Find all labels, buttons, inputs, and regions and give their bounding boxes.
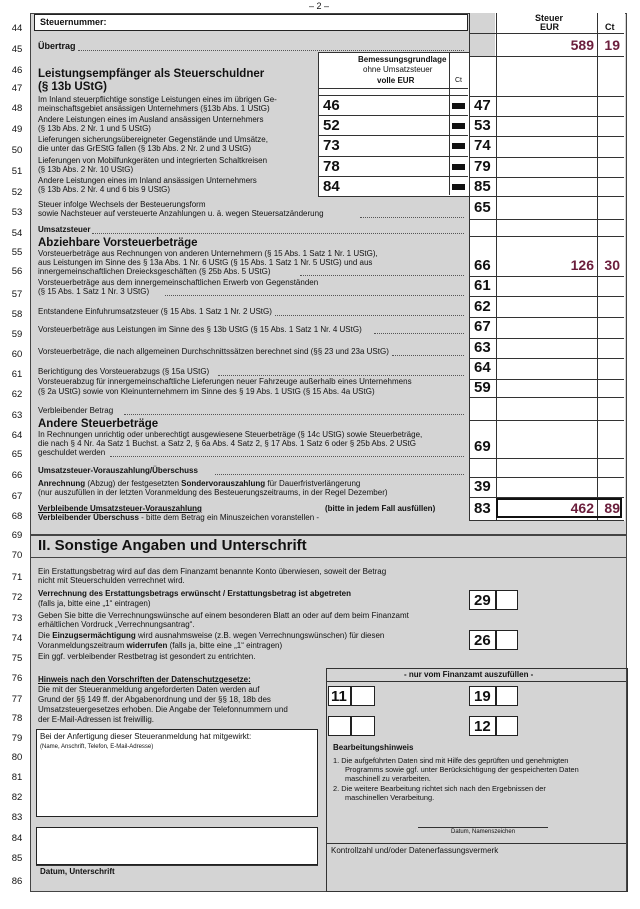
basis-code: 84 xyxy=(323,178,340,195)
andere-text-2: die nach § 4 Nr. 4a Satz 1 Buchst. a Satz 2, § 6a Abs. 4 Satz 2, § 17 Abs. 1 Satz 6 oder § 25b Abs. 2 UStG xyxy=(38,439,417,448)
row-separator xyxy=(469,358,624,359)
ct-blocked-mark xyxy=(452,123,465,129)
datenschutz-text-2: Grund der §§ 149 ff. der Abgabenordnung und der §§ 18, 18b des xyxy=(38,695,271,704)
code-67: 67 xyxy=(474,318,491,335)
code-61: 61 xyxy=(474,277,491,294)
basis-header-ct: Ct xyxy=(455,77,462,84)
row-separator xyxy=(469,458,624,459)
row74-text-1: Die Einzugsermächtigung wird ausnahmsweise (z.B. wegen Verrechnungswünschen) für diesen xyxy=(38,631,385,640)
ct-blocked-mark xyxy=(452,143,465,149)
line-number: 82 xyxy=(11,792,23,803)
row71-text-1: Ein Erstattungsbetrag wird auf das dem Finanzamt benannte Konto überwiesen, soweit der Betrag xyxy=(38,567,387,576)
row60-text: Vorsteuerbeträge, die nach allgemeinen Durchschnittssätzen berechnet sind (§§ 23 und 23a UStG) xyxy=(38,347,389,356)
row68-text-2: Verbleibender Überschuss - bitte dem Betrag ein Minuszeichen voranstellen - xyxy=(38,513,320,522)
datenschutz-text-4: der E-Mail-Adressen ist freiwillig. xyxy=(38,715,155,724)
line-number: 47 xyxy=(11,83,23,94)
line-number: 66 xyxy=(11,470,23,481)
line-number: 46 xyxy=(11,65,23,76)
tax-code: 79 xyxy=(474,158,491,175)
ct-header: Ct xyxy=(605,22,615,32)
line-number: 67 xyxy=(11,491,23,502)
code-59: 59 xyxy=(474,379,491,396)
line-number: 52 xyxy=(11,187,23,198)
steuer-header: Steuer xyxy=(535,13,564,23)
code-26: 26 xyxy=(474,632,491,649)
line-number: 79 xyxy=(11,733,23,744)
line-number: 63 xyxy=(11,410,23,421)
hinweis-2-text-1: 2. Die weitere Bearbeitung richtet sich nach den Ergebnissen der xyxy=(333,784,546,793)
bearbeitungshinweis-title: Bearbeitungshinweis xyxy=(333,743,414,752)
code-83: 83 xyxy=(474,500,491,517)
line-number: 84 xyxy=(11,833,23,844)
line-number: 50 xyxy=(11,145,23,156)
line-number: 44 xyxy=(11,23,23,34)
section-reverse-charge-title: Leistungsempfänger als Steuerschuldner xyxy=(38,68,265,80)
line-number: 51 xyxy=(11,166,23,177)
hinweis-1-text-3: maschinell zu verarbeiten. xyxy=(345,774,431,783)
line-number: 48 xyxy=(11,103,23,114)
line-number: 76 xyxy=(11,673,23,684)
hinweis-1-text-1: 1. Die aufgeführten Daten sind mit Hilfe des geprüften und genehmigten xyxy=(333,756,569,765)
row57-text-1: Vorsteuerbeträge aus dem innergemeinschaftlichen Erwerb von Gegenständen xyxy=(38,278,319,287)
reverse-charge-text-1: Andere Leistungen eines im Ausland ansässigen Unternehmers xyxy=(38,115,264,124)
row62-text-1: Vorsteuerabzug für innergemeinschaftliche Lieferungen neuer Fahrzeuge außerhalb eines Unternehmens xyxy=(38,377,412,386)
line-number: 77 xyxy=(11,694,23,705)
basis-code: 46 xyxy=(323,97,340,114)
line-number: 85 xyxy=(11,853,23,864)
line-number: 57 xyxy=(11,289,23,300)
row73-text-2: erhältlichen Vordruck „Verrechnungsantrag“. xyxy=(38,620,195,629)
line-number: 62 xyxy=(11,389,23,400)
ct-blocked-mark xyxy=(452,184,465,190)
reverse-charge-text-2: meinschaftsgebiet ansässigen Unternehmers (§13b Abs. 1 UStG) xyxy=(38,104,270,113)
field-26[interactable] xyxy=(496,630,518,650)
vorsteuer-ct[interactable]: 30 xyxy=(604,257,620,273)
umsatzsteuer-label: Umsatzsteuer xyxy=(38,225,91,234)
line-number: 49 xyxy=(11,124,23,135)
line-number: 55 xyxy=(11,247,23,258)
row56-text-2: aus Leistungen im Sinne des § 13a Abs. 1 Nr. 6 UStG (§ 15 Abs. 1 Satz 1 Nr. 5 UStG) und aus xyxy=(38,258,373,267)
datum-namenszeichen-label: Datum, Namenszeichen xyxy=(451,829,516,835)
row53-text-1: Steuer infolge Wechsels der Besteuerungsform xyxy=(38,200,206,209)
row72-text-2: (falls ja, bitte eine „1“ eintragen) xyxy=(38,599,151,608)
signature-field[interactable] xyxy=(36,827,318,865)
row53-text-2: sowie Nachsteuer auf versteuerte Anzahlungen u. ä. wegen Steuersatzänderung xyxy=(38,209,324,218)
tax-code: 47 xyxy=(474,97,491,114)
row72-text-1: Verrechnung des Erstattungsbetrags erwünscht / Erstattungsbetrag ist abgetreten xyxy=(38,589,351,598)
datenschutz-title: Hinweis nach den Vorschriften der Datenschutzgesetze: xyxy=(38,675,251,684)
code-63: 63 xyxy=(474,339,491,356)
line-number: 69 xyxy=(11,530,23,541)
line-number: 86 xyxy=(11,876,23,887)
row-separator xyxy=(469,236,624,237)
datum-unterschrift-label: Datum, Unterschrift xyxy=(40,867,115,876)
row58-text: Entstandene Einfuhrumsatzsteuer (§ 15 Abs. 1 Satz 1 Nr. 2 UStG) xyxy=(38,307,272,316)
row62-text-2: (§ 2a UStG) sowie von Kleinunternehmern im Sinne des § 19 Abs. 1 UStG (§ 15 Abs. 4a UStG) xyxy=(38,387,375,396)
row-separator xyxy=(469,420,624,421)
row73-text-1: Geben Sie bitte die Verrechnungswünsche auf einem besonderen Blatt an oder auf dem beim Finanzamt xyxy=(38,611,409,620)
row-separator xyxy=(469,338,624,339)
basis-amount-field[interactable] xyxy=(345,177,449,196)
row-separator xyxy=(469,177,624,178)
line-number: 80 xyxy=(11,752,23,763)
vorsteuer-title: Abziehbare Vorsteuerbeträge xyxy=(38,237,198,249)
field-11[interactable] xyxy=(351,686,375,706)
field-19[interactable] xyxy=(496,686,518,706)
andere-title: Andere Steuerbeträge xyxy=(38,418,159,430)
row-separator xyxy=(469,56,624,57)
row63-text: Verbleibender Betrag xyxy=(38,406,114,415)
row-separator xyxy=(469,136,624,137)
line-number: 65 xyxy=(11,449,23,460)
row57-text-2: (§ 15 Abs. 1 Satz 1 Nr. 3 UStG) xyxy=(38,287,150,296)
code-19: 19 xyxy=(474,688,491,705)
result-ct[interactable]: 89 xyxy=(604,500,620,516)
row-separator xyxy=(469,379,624,380)
code-65: 65 xyxy=(474,199,491,216)
basis-amount-field[interactable] xyxy=(345,116,449,135)
row71-text-2: nicht mit Steuerschulden verrechnet wird. xyxy=(38,576,185,585)
line-number: 74 xyxy=(11,633,23,644)
line-number: 61 xyxy=(11,369,23,380)
line-number: 78 xyxy=(11,713,23,724)
line-number: 53 xyxy=(11,207,23,218)
basis-amount-field[interactable] xyxy=(345,157,449,176)
row-separator xyxy=(469,276,624,277)
code-69: 69 xyxy=(474,438,491,455)
row-separator xyxy=(469,219,624,220)
reverse-charge-text-2: (§ 13b Abs. 2 Nr. 4 und 6 bis 9 UStG) xyxy=(38,185,171,194)
reverse-charge-text-1: Lieferungen von Mobilfunkgeräten und integrierten Schaltkreisen xyxy=(38,156,268,165)
field-blank-b[interactable] xyxy=(351,716,375,736)
uebertrag-eur[interactable]: 589 xyxy=(570,37,594,53)
kontrollzahl-label: Kontrollzahl und/oder Datenerfassungsvermerk xyxy=(331,846,499,855)
reverse-charge-text-2: die unter das GrEStG fallen (§ 13b Abs. 2 Nr. 2 und 3 UStG) xyxy=(38,144,251,153)
mitgewirkt-label: Bei der Anfertigung dieser Steueranmeldung hat mitgewirkt: xyxy=(40,732,252,741)
code-62: 62 xyxy=(474,298,491,315)
row68-text-1: Verbleibende Umsatzsteuer-Vorauszahlung xyxy=(38,504,202,513)
row-separator xyxy=(469,477,624,478)
line-number: 59 xyxy=(11,329,23,340)
code-39: 39 xyxy=(474,478,491,495)
basis-code: 78 xyxy=(323,158,340,175)
row67-text-1: Anrechnung (Abzug) der festgesetzten Sondervorauszahlung für Dauerfristverlängerung xyxy=(38,479,361,488)
line-number: 58 xyxy=(11,309,23,320)
reverse-charge-text-1: Lieferungen sicherungsübereigneter Gegenstände und Umsätze, xyxy=(38,135,268,144)
reverse-charge-text-1: Andere Leistungen eines im Inland ansässigen Unternehmers xyxy=(38,176,257,185)
row-separator xyxy=(469,33,624,34)
line-number: 81 xyxy=(11,772,23,783)
code-11: 11 xyxy=(331,688,347,705)
uebertrag-ct[interactable]: 19 xyxy=(604,37,620,53)
field-12[interactable] xyxy=(496,716,518,736)
row59-text: Vorsteuerbeträge aus Leistungen im Sinne des § 13b UStG (§ 15 Abs. 1 Satz 1 Nr. 4 UStG) xyxy=(38,325,362,334)
line-number: 75 xyxy=(11,653,23,664)
row67-text-2: (nur auszufüllen in der letzten Voranmeldung des Besteuerungszeitraums, in der Regel Dezember) xyxy=(38,488,388,497)
tax-code: 53 xyxy=(474,117,491,134)
row-separator xyxy=(469,157,624,158)
mitgewirkt-field[interactable] xyxy=(36,729,318,817)
line-number: 71 xyxy=(11,572,23,583)
row56-text-1: Vorsteuerbeträge aus Rechnungen von anderen Unternehmern (§ 15 Abs. 1 Satz 1 Nr. 1 UStG), xyxy=(38,249,378,258)
row-separator xyxy=(469,96,624,97)
hinweis-2-text-2: maschinellen Verarbeitung. xyxy=(345,793,435,802)
line-number: 60 xyxy=(11,349,23,360)
basis-header-2: ohne Umsatzsteuer xyxy=(363,65,433,74)
code-66: 66 xyxy=(474,257,491,274)
line-number: 72 xyxy=(11,592,23,603)
basis-code: 52 xyxy=(323,117,340,134)
row66-text: Umsatzsteuer-Vorauszahlung/Überschuss xyxy=(38,466,198,475)
line-number: 54 xyxy=(11,228,23,239)
vorsteuer-eur[interactable]: 126 xyxy=(570,257,594,273)
section-ii-title: II. Sonstige Angaben und Unterschrift xyxy=(38,537,307,554)
line-number: 83 xyxy=(11,812,23,823)
code-64: 64 xyxy=(474,359,491,376)
basis-amount-field[interactable] xyxy=(345,136,449,155)
code-column-shade xyxy=(470,13,495,57)
row-separator xyxy=(469,397,624,398)
steuernummer-label: Steuernummer: xyxy=(40,17,107,27)
row-separator xyxy=(469,520,624,521)
datenschutz-text-1: Die mit der Steueranmeldung angeforderten Daten werden auf xyxy=(38,685,260,694)
reverse-charge-text-1: Im Inland steuerpflichtige sonstige Leistungen eines im übrigen Ge- xyxy=(38,95,277,104)
basis-amount-field[interactable] xyxy=(345,96,449,115)
basis-header-3: volle EUR xyxy=(377,76,415,85)
row74-text-3: Ein ggf. verbleibender Restbetrag ist gesondert zu entrichten. xyxy=(38,652,256,661)
code-29: 29 xyxy=(474,592,491,609)
ct-blocked-mark xyxy=(452,103,465,109)
result-eur[interactable]: 462 xyxy=(570,500,594,516)
finanzamt-title: - nur vom Finanzamt auszufüllen - xyxy=(404,670,534,679)
datenschutz-text-3: Umsatzsteuergesetzes erhoben. Die Angabe der Telefonnummern und xyxy=(38,705,288,714)
ct-blocked-mark xyxy=(452,164,465,170)
reverse-charge-text-2: (§ 13b Abs. 2 Nr. 1 und 5 UStG) xyxy=(38,124,151,133)
row68-hint: (bitte in jedem Fall ausfüllen) xyxy=(325,504,436,513)
basis-code: 73 xyxy=(323,137,340,154)
line-number: 68 xyxy=(11,511,23,522)
reverse-charge-text-2: (§ 13b Abs. 2 Nr. 10 UStG) xyxy=(38,165,134,174)
eur-header: EUR xyxy=(540,22,560,32)
hinweis-1-text-2: Programms sowie ggf. unter Berücksichtigung der gespeicherten Daten xyxy=(345,765,579,774)
row-separator xyxy=(469,116,624,117)
mitgewirkt-sublabel: (Name, Anschrift, Telefon, E-Mail-Adresse) xyxy=(40,744,154,750)
line-number: 64 xyxy=(11,430,23,441)
code-12: 12 xyxy=(474,718,491,735)
line-number: 70 xyxy=(11,550,23,561)
andere-text-1: In Rechnungen unrichtig oder unberechtigt ausgewiesene Steuerbeträge (§ 14c UStG) sowie Steuerbeträge, xyxy=(38,430,423,439)
field-blank-a[interactable] xyxy=(328,716,351,736)
section-reverse-charge-subtitle: (§ 13b UStG) xyxy=(38,81,108,93)
andere-text-3: geschuldet werden xyxy=(38,448,106,457)
row56-text-3: innergemeinschaftlichen Dreiecksgeschäften (§ 25b Abs. 5 UStG) xyxy=(38,267,271,276)
row-separator xyxy=(469,296,624,297)
row74-text-2: Voranmeldungszeitraum widerrufen (falls ja, bitte eine „1“ eintragen) xyxy=(38,641,283,650)
page-number: – 2 – xyxy=(309,1,330,11)
row-separator xyxy=(469,196,624,197)
field-29[interactable] xyxy=(496,590,518,610)
tax-code: 74 xyxy=(474,137,491,154)
line-number: 56 xyxy=(11,266,23,277)
basis-header-1: Bemessungsgrundlage xyxy=(358,55,447,64)
tax-code: 85 xyxy=(474,178,491,195)
line-number: 45 xyxy=(11,44,23,55)
row61-text: Berichtigung des Vorsteuerabzugs (§ 15a UStG) xyxy=(38,367,210,376)
uebertrag-label: Übertrag xyxy=(38,41,76,51)
line-number: 73 xyxy=(11,613,23,624)
row-separator xyxy=(469,317,624,318)
